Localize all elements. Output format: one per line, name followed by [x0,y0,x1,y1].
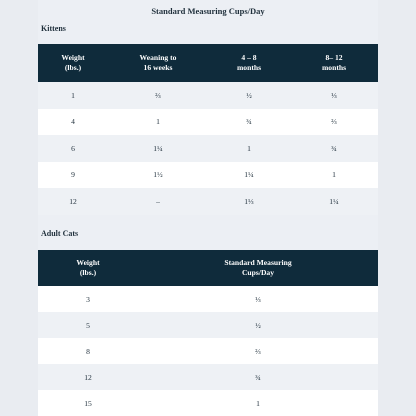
adult-table-header [38,250,378,286]
table-cell: 12 [84,372,92,382]
table-row [38,286,378,312]
table-row [38,162,378,189]
table-row [38,390,378,416]
table-cell: 12 [69,196,77,206]
kittens-col-8-12-months: 8– 12 months [321,53,347,72]
table-cell: – [156,196,160,206]
table-cell: 9 [71,170,75,180]
kittens-table [38,44,378,215]
adult-cats-table [38,250,378,416]
table-row [38,312,378,338]
table-cell: ¾ [255,372,261,382]
page-title: Standard Measuring Cups/Day [151,6,265,16]
table-cell: 1 [332,170,336,180]
kittens-col-weaning: Weaning to 16 weeks [139,53,177,72]
table-row [38,338,378,364]
table-cell: ½ [255,320,261,330]
table-cell: 6 [71,143,75,153]
table-cell: 1¼ [153,143,163,153]
table-cell: 3 [86,294,90,304]
kittens-heading: Kittens [41,24,66,33]
adult-col-cups-per-day: Standard Measuring Cups/Day [224,258,292,277]
table-cell: ⅓ [331,90,337,100]
kittens-table-header [38,44,378,82]
table-cell: 5 [86,320,90,330]
table-cell: 1⅓ [244,196,254,206]
table-row [38,188,378,215]
table-cell: ¾ [246,117,252,127]
table-cell: 1 [247,143,251,153]
table-cell: ¾ [331,143,337,153]
table-cell: ⅔ [155,90,161,100]
table-row [38,135,378,162]
table-cell: 8 [86,346,90,356]
adult-cats-heading: Adult Cats [41,229,79,238]
table-cell: ½ [246,90,252,100]
table-cell: 1 [71,90,75,100]
table-cell: 1¼ [244,170,254,180]
table-cell: 1 [156,117,160,127]
table-row [38,109,378,136]
table-row [38,82,378,109]
table-cell: 1¼ [329,196,339,206]
table-cell: 15 [84,398,92,408]
adult-col-weight: Weight (lbs.) [76,258,100,277]
table-cell: 1½ [153,170,163,180]
table-cell: ⅔ [331,117,337,127]
kittens-col-weight: Weight (lbs.) [61,53,85,72]
table-cell: ⅓ [255,294,261,304]
table-row [38,364,378,390]
table-cell: 1 [256,398,260,408]
kittens-col-4-8-months: 4 – 8 months [236,53,262,72]
feeding-guide-page [38,0,378,416]
table-cell: ⅔ [255,346,261,356]
table-cell: 4 [71,117,75,127]
